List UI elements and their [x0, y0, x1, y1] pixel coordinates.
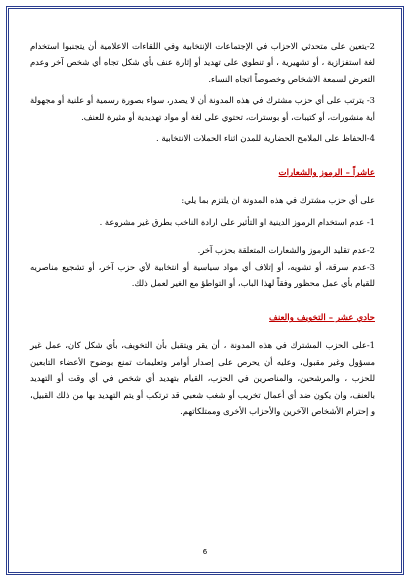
list-item: 1- عدم استخدام الرموز الدينية او التأثير على ارادة الناخب بطرق غير مشروعة .	[99, 216, 375, 227]
section-heading: عاشراً – الرموز والشعارات	[278, 168, 375, 179]
page-number: 6	[202, 548, 208, 556]
list-item: 2-يتعين على متحدثي الاحزاب في الإجتماعات الإنتخابية وفي اللقاءات الاعلامية أن يتجنبوا استخدام لغة استفزازية ، أو تشهيرية ، أو تنطوي على تهديد أو إثارة عنف بأي شكل تجاه أي شخص آخر وعدم التعرض لسمعة الاشخاص وخصوصاً اتجاه النساء.	[30, 41, 375, 84]
list-item: 3- يترتب على أي حزب مشترك في هذه المدونة أن لا يصدر، سواء بصورة رسمية أو علنية أو مجهولة أية منشورات، أو كتيبات، أو بوسترات، تحتوي على لغة أو مواد تهديدية أو مثيرة للعنف.	[30, 95, 375, 122]
document-body	[30, 38, 375, 420]
list-item: 2-عدم تقليد الرموز والشعارات المتعلقة بحزب آخر.	[197, 245, 375, 256]
section-intro: على أي حزب مشترك في هذه المدونة ان يلتزم بما يلي:	[181, 195, 375, 206]
list-item: 1-على الحزب المشترك في هذه المدونة ، أن يقر ويتقبل بأن التخويف، بأي شكل كان، عمل غير مسؤول وغير مقبول، وعليه أن يحرص على إصدار أوامر وتعليمات تمنع بوضوح الأعضاء التابعين للحزب ، والمرشحين، والمناصرين في الحزب، القيام بتهديد أي شخص في أي وقت أو التهديد بالعنف، وان يكون ضد أي أعمال تخريب أو شغب شعبي قد ترتكب أو يتم التهديد بها من ذلك القبيل، و إحترام الأشخاص الآخرين والأحزاب الأخرى وممتلكاتهم.	[30, 340, 375, 417]
list-item: 3-عدم سرقة، أو تشويه، أو إتلاف أي مواد سياسية أو انتخابية لأي حزب آخر، أو تشجيع مناصريه للقيام بأي عمل محظور وفقاً لهذا الباب، أو التواطؤ مع الغير لعمل ذلك.	[30, 261, 375, 289]
section-heading: حادي عشر – التخويف والعنف	[269, 313, 375, 324]
list-item: 4-الحفاظ على الملامح الحضارية للمدن اثناء الحملات الانتخابية .	[156, 133, 375, 144]
